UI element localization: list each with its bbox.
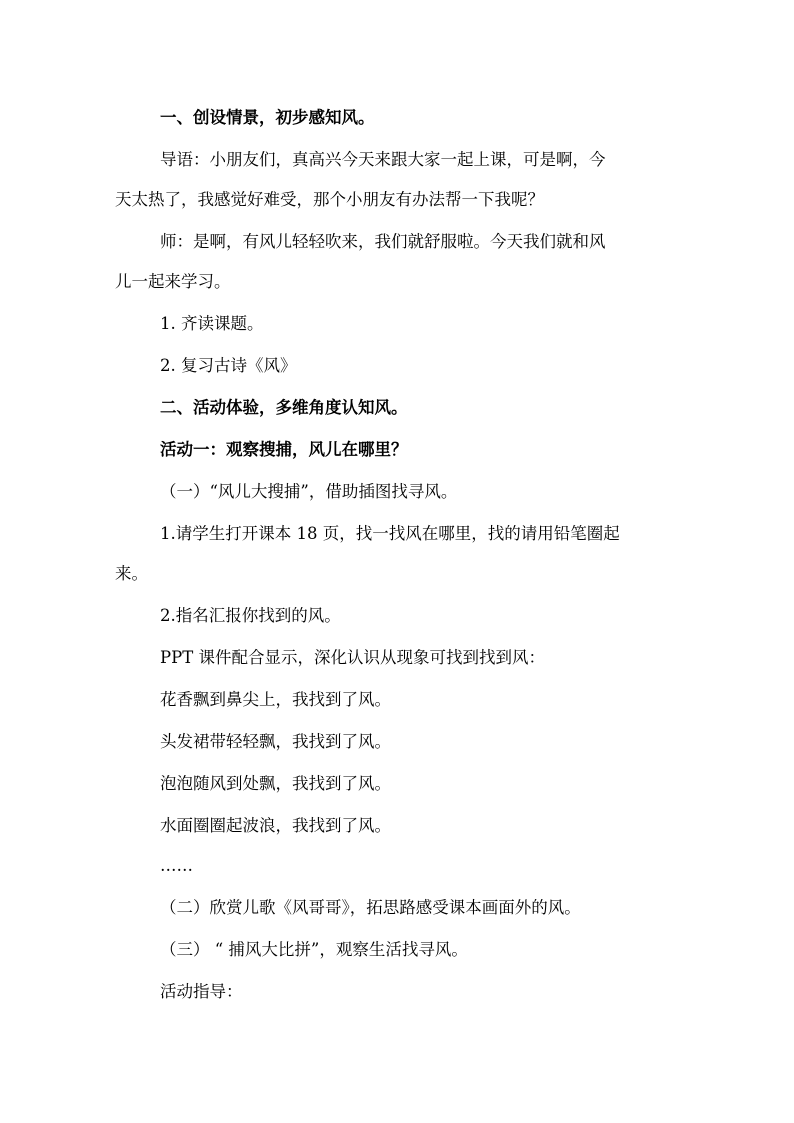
activity-heading-1: 活动一：观察搜捕，风儿在哪里？ [160, 440, 408, 459]
subsection-1: （一）“风儿大搜捕”，借助插图找寻风。 [160, 482, 458, 501]
ellipsis: …… [160, 856, 193, 875]
section-heading-1: 一、创设情景，初步感知风。 [160, 108, 375, 127]
paragraph-teacher-line-2: 儿一起来学习。 [115, 272, 231, 291]
step-1-line-1: 1.请学生打开课本 18 页，找一找风在哪里，找的请用铅笔圈起 [160, 524, 620, 543]
step-2: 2.指名汇报你找到的风。 [160, 606, 341, 625]
section-heading-2: 二、活动体验，多维角度认知风。 [160, 398, 408, 417]
list-item-1: 1. 齐读课题。 [160, 314, 264, 333]
list-item-2: 2. 复习古诗《风》 [160, 356, 297, 375]
activity-guidance: 活动指导： [160, 982, 243, 1001]
paragraph-teacher-line-1: 师：是啊，有风儿轻轻吹来，我们就舒服啦。今天我们就和风 [160, 232, 606, 251]
wind-example-3: 泡泡随风到处飘，我找到了风。 [160, 774, 391, 793]
ppt-note: PPT 课件配合显示，深化认识从现象可找到找到风： [160, 648, 545, 667]
subsection-2: （二）欣赏儿歌《风哥哥》，拓思路感受课本画面外的风。 [160, 898, 581, 917]
paragraph-intro-line-1: 导语：小朋友们，真高兴今天来跟大家一起上课，可是啊，今 [160, 150, 606, 169]
paragraph-intro-line-2: 天太热了，我感觉好难受，那个小朋友有办法帮一下我呢？ [115, 190, 544, 209]
wind-example-1: 花香飘到鼻尖上，我找到了风。 [160, 690, 391, 709]
step-1-line-2: 来。 [115, 564, 148, 583]
wind-example-4: 水面圈圈起波浪，我找到了风。 [160, 816, 391, 835]
wind-example-2: 头发裙带轻轻飘，我找到了风。 [160, 732, 391, 751]
subsection-3: （三） “ 捕风大比拼”，观察生活找寻风。 [160, 940, 468, 959]
